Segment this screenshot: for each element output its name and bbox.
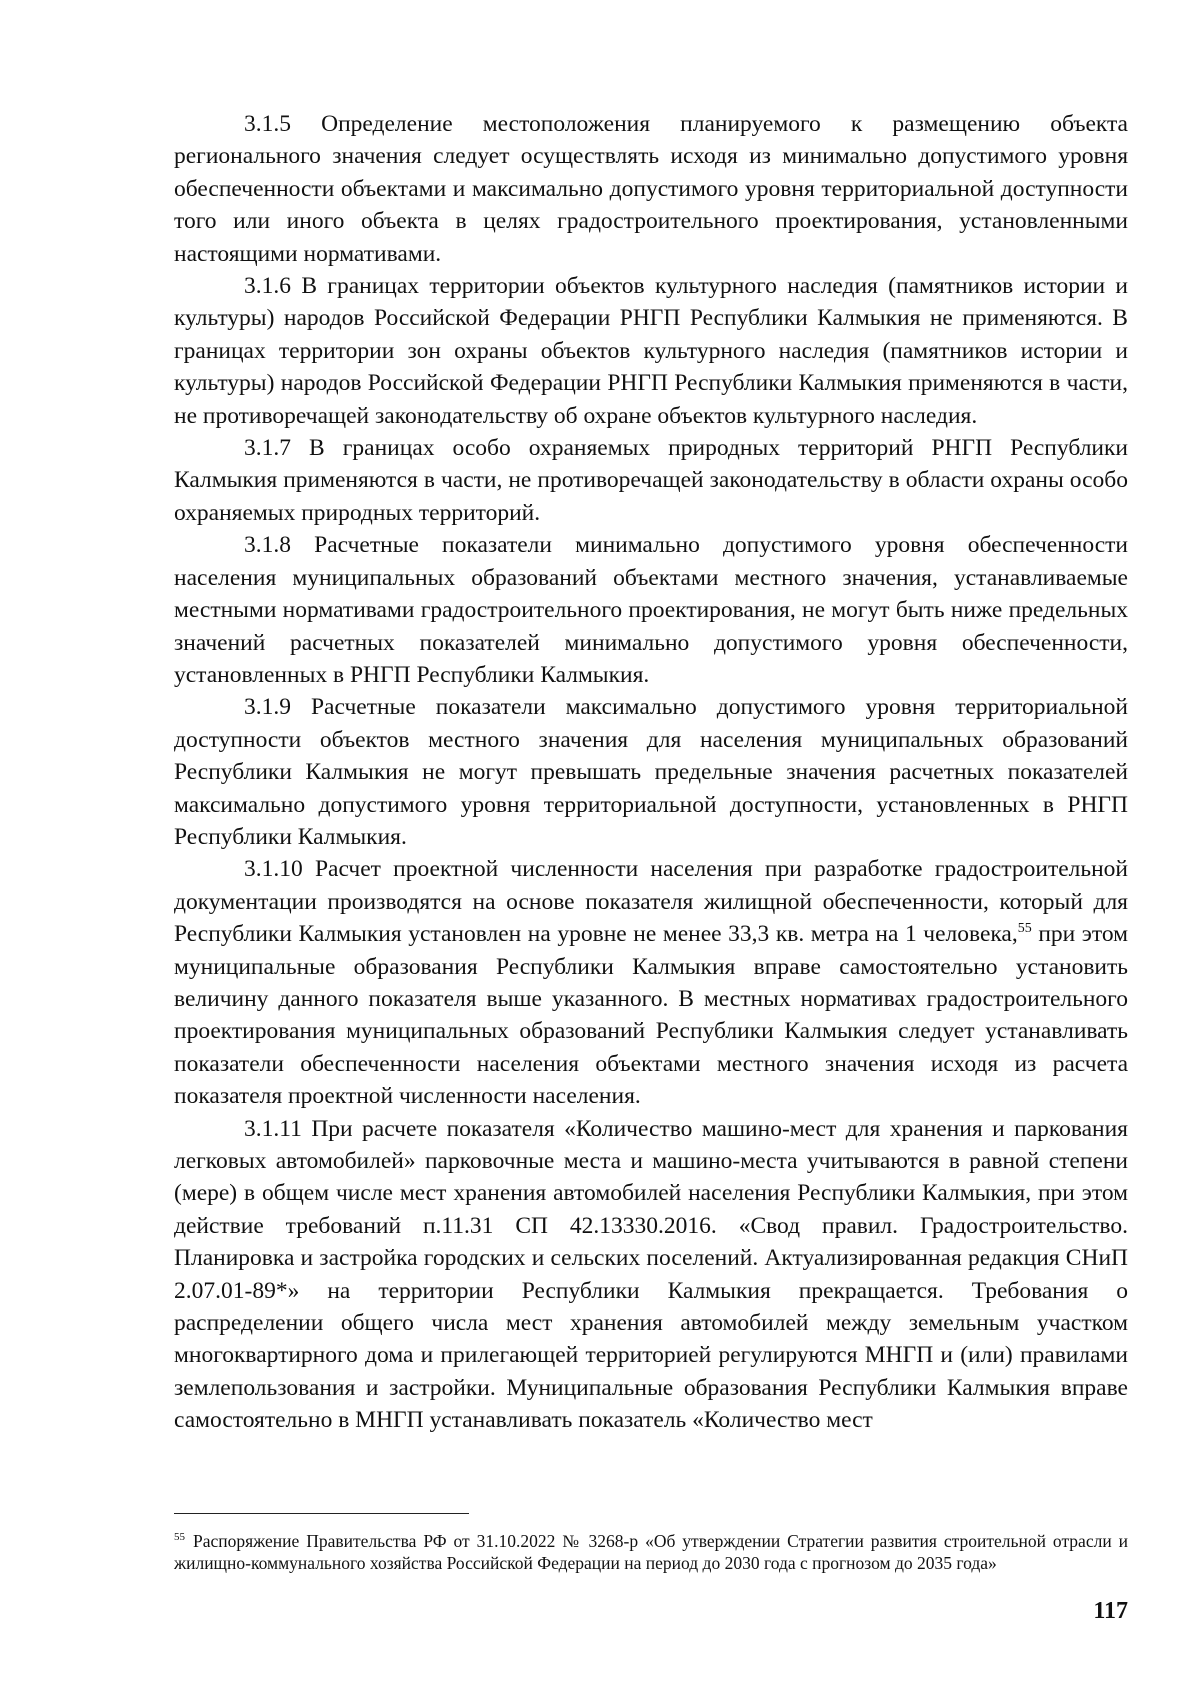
- paragraph-3-1-7: 3.1.7 В границах особо охраняемых природных территорий РНГП Республики Калмыкия применяются в части, не противоречащей законодательству в области охраны особо охраняемых природных территорий.: [174, 435, 1128, 526]
- footnote: [174, 1530, 1128, 1574]
- paragraph-3-1-6: 3.1.6 В границах территории объектов культурного наследия (памятников истории и культуры) народов Российской Федерации РНГП Республики Калмыкия не применяются. В границах территории зон охраны объектов культурного наследия (памятников истории и культуры) народов Российской Федерации РНГП Республики Калмыкия применяются в части, не противоречащей законодательству об охране объектов культурного наследия.: [174, 273, 1128, 429]
- document-body: [174, 108, 1128, 1437]
- paragraph-3-1-5: 3.1.5 Определение местоположения планируемого к размещению объекта регионального значения следует осуществлять исходя из минимально допустимого уровня обеспеченности объектами и максимально допустимого уровня территориальной доступности того или иного объекта в целях градостроительного проектирования, установленными настоящими нормативами.: [174, 111, 1128, 267]
- footnote-separator: [174, 1513, 469, 1514]
- page-number: 117: [1093, 1598, 1128, 1624]
- footnote-reference[interactable]: 55: [1017, 921, 1032, 937]
- paragraph-3-1-9: 3.1.9 Расчетные показатели максимально допустимого уровня территориальной доступности объектов местного значения для населения муниципальных образований Республики Калмыкия не могут превышать предельные значения расчетных показателей максимально допустимого уровня территориальной доступности, установленных в РНГП Республики Калмыкия.: [174, 694, 1128, 850]
- footnote-text: Распоряжение Правительства РФ от 31.10.2022 № 3268-р «Об утверждении Стратегии развития строительной отрасли и жилищно-коммунального хозяйства Российской Федерации на период до 2030 года с прогнозом до 2035 года»: [174, 1531, 1128, 1573]
- paragraph-3-1-11: 3.1.11 При расчете показателя «Количество машино-мест для хранения и паркования легковых автомобилей» парковочные места и машино-места учитываются в равной степени (мере) в общем числе мест хранения автомобилей населения Республики Калмыкия, при этом действие требований п.11.31 СП 42.13330.2016. «Свод правил. Градостроительство. Планировка и застройка городских и сельских поселений. Актуализированная редакция СНиП 2.07.01-89*» на территории Республики Калмыкия прекращается. Требования о распределении общего числа мест хранения автомобилей между земельным участком многоквартирного дома и прилегающей территорией регулируются МНГП и (или) правилами землепользования и застройки. Муниципальные образования Республики Калмыкия вправе самостоятельно в МНГП устанавливать показатель «Количество мест: [174, 1115, 1128, 1434]
- paragraph-3-1-10-text-before: 3.1.10 Расчет проектной численности населения при разработке градостроительной документации производятся на основе показателя жилищной обеспеченности, который для Республики Калмыкия установлен на уровне не менее 33,3 кв. метра на 1 человека,: [174, 856, 1128, 948]
- paragraph-3-1-10: [174, 853, 1128, 1112]
- footnote-marker: 55: [174, 1531, 185, 1544]
- paragraph-3-1-10-text-after: при этом муниципальные образования Республики Калмыкия вправе самостоятельно установить величину данного показателя выше указанного. В местных нормативах градостроительного проектирования муниципальных образований Республики Калмыкия следует устанавливать показатели обеспеченности населения объектами местного значения исходя из расчета показателя проектной численности населения.: [174, 921, 1128, 1110]
- paragraph-3-1-8: 3.1.8 Расчетные показатели минимально допустимого уровня обеспеченности населения муниципальных образований объектами местного значения, устанавливаемые местными нормативами градостроительного проектирования, не могут быть ниже предельных значений расчетных показателей минимально допустимого уровня обеспеченности, установленных в РНГП Республики Калмыкия.: [174, 532, 1128, 688]
